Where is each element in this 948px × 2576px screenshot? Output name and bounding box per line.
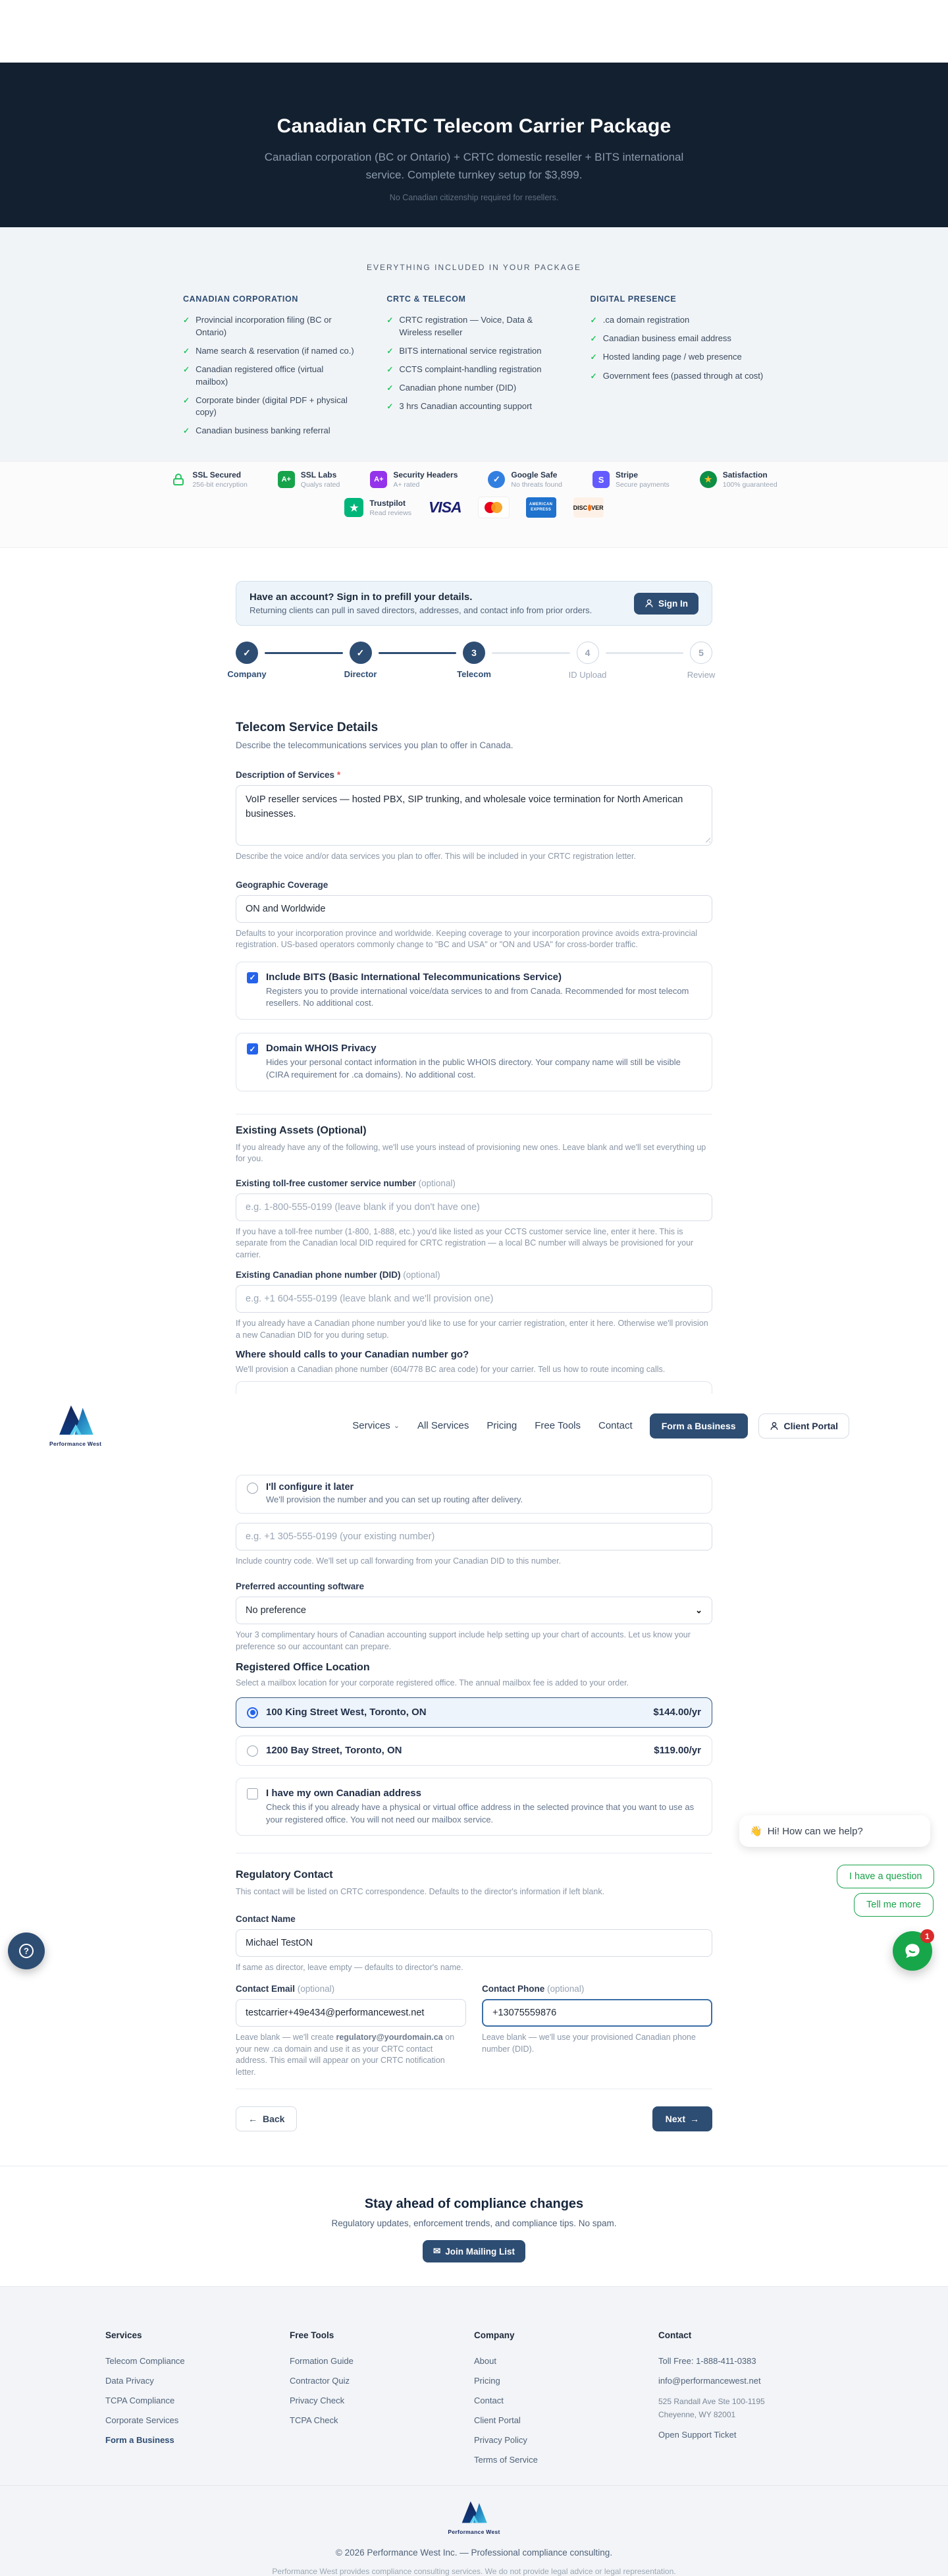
list-item: ✓ 3 hrs Canadian accounting support [386,400,561,413]
footer-link[interactable]: Terms of Service [474,2455,538,2465]
office-sub: Select a mailbox location for your corporate registered office. The annual mailbox fee is added to your order. [236,1678,629,1688]
list-item: ✓ Corporate binder (digital PDF + physical copy) [183,395,357,420]
top-spacer [0,0,948,63]
footer-col-company [474,2330,658,2475]
checkbox-unchecked-icon[interactable] [247,1788,258,1799]
main-navbar [0,1394,948,1458]
group-title: CANADIAN CORPORATION [183,294,298,304]
list-item: ✓ .ca domain registration [591,314,765,327]
client-portal-button[interactable]: Client Portal [758,1413,849,1439]
footer-link[interactable]: Contractor Quiz [290,2376,350,2386]
step-telecom[interactable]: 3 Telecom [463,642,485,664]
progress-stepper [227,642,716,684]
tollfree-input[interactable] [236,1193,712,1221]
list-item: ✓ Government fees (passed through at cost) [591,370,765,383]
footer-phone[interactable]: Toll Free: 1-888-411-0383 [658,2356,756,2367]
footer-link[interactable]: Privacy Check [290,2396,345,2406]
nav-contact[interactable]: Contact [598,1420,633,1431]
whois-option-card[interactable] [236,1033,712,1091]
included-heading: EVERYTHING INCLUDED IN YOUR PACKAGE [366,263,582,272]
page-title: Canadian CRTC Telecom Carrier Package [276,115,672,137]
amex-logo: AMERICAN EXPRESS [526,497,556,518]
group-title: DIGITAL PRESENCE [590,294,677,304]
step-company[interactable]: ✓ Company [236,642,258,664]
step-connector [606,652,684,654]
navbar-logo[interactable] [49,1404,101,1447]
accounting-hint: Your 3 complimentary hours of Canadian accounting support include help setting up your chart of accounts. Let us know your preference so our accountant can prepare. [236,1630,691,1651]
footer-link-form-a-business[interactable]: Form a Business [105,2435,174,2446]
footer-link[interactable]: Formation Guide [290,2356,354,2367]
check-icon: ✓ [183,315,190,325]
bits-option-card[interactable] [236,962,712,1020]
later-desc: We'll provision the number and you can set up routing after delivery. [266,1494,523,1504]
office-option-bay[interactable] [236,1736,712,1766]
assets-heading: Existing Assets (Optional) [236,1124,367,1136]
footer-col-services [105,2330,290,2475]
bits-label: Include BITS (Basic International Telecommunications Service) [266,971,562,983]
footer-link[interactable]: TCPA Compliance [105,2396,175,2406]
join-mailing-list-button[interactable]: ✉ Join Mailing List [423,2240,525,2262]
contact-phone-input[interactable] [482,1999,712,2027]
checkbox-checked-icon[interactable]: ✓ [247,1043,258,1055]
section-subtitle: Describe the telecommunications services you plan to offer in Canada. [236,740,514,750]
signin-title: Have an account? Sign in to prefill your details. [250,591,473,603]
office-option-price: $119.00/yr [654,1745,701,1757]
list-item: ✓ Canadian phone number (DID) [386,382,561,395]
signin-subtitle: Returning clients can pull in saved directors, addresses, and contact info from prior orders. [250,605,592,615]
included-group-corporation [183,294,357,443]
footer-link[interactable]: Pricing [474,2376,500,2386]
contact-name-label: Contact Name [236,1913,296,1924]
accounting-selected-value: No preference [246,1605,306,1616]
nav-free-tools[interactable]: Free Tools [535,1420,581,1431]
step-director[interactable]: ✓ Director [350,642,372,664]
own-address-desc: Check this if you already have a physical or virtual office address in the selected province that you want to use as your registered office. You will not need our mailbox service. [266,1801,695,1824]
footer-link[interactable]: Contact [474,2396,504,2406]
brand-logo-icon [460,2500,488,2524]
list-item: ✓ Canadian registered office (virtual mailbox) [183,364,357,389]
whois-desc: Hides your personal contact information in the public WHOIS directory. Your company name will still be visible (CIRA requirement for .ca domains). No additional cost. [266,1057,681,1080]
badge-trustpilot: ★ Trustpilot Read reviews [344,498,411,517]
footer-bottom [0,2485,948,2576]
office-heading: Registered Office Location [236,1662,370,1674]
check-icon: ✓ [386,383,394,393]
footer-link[interactable]: TCPA Check [290,2415,338,2426]
list-item: ✓ BITS international service registration [386,345,561,358]
later-label: I'll configure it later [266,1481,354,1493]
contact-phone-label: Contact Phone (optional) [482,1984,585,1994]
arrow-right-icon: → [690,2114,699,2125]
chevron-down-icon: ⌄ [393,1422,400,1430]
routing-option-later[interactable] [236,1475,712,1514]
badge-ssl-secured: SSL Secured 256-bit encryption [171,470,247,489]
routing-heading: Where should calls to your Canadian number go? [236,1349,469,1361]
chat-quick-question-button[interactable]: I have a question [837,1865,934,1888]
mailing-cta [0,2197,948,2262]
check-icon: ✓ [386,315,394,325]
footer-link[interactable]: Data Privacy [105,2376,154,2386]
nav-services[interactable]: Services ⌄ [352,1420,400,1431]
stripe-icon: S [592,471,610,488]
tollfree-label: Existing toll-free customer service number (optional) [236,1178,456,1188]
a-plus-icon: A+ [370,471,387,488]
contact-name-hint: If same as director, leave empty — defaults to director's name. [236,1962,463,1972]
trustpilot-star-icon: ★ [344,498,363,517]
check-icon: ✓ [590,315,597,325]
assets-intro: If you already have any of the following, we'll use yours instead of provisioning new ones. Leave blank and we'll set everything up for you. [236,1142,706,1164]
step-connector [265,652,343,654]
mastercard-logo [479,497,509,518]
check-icon: ✓ [590,371,597,381]
check-icon: ✓ [386,346,394,356]
contact-email-input[interactable] [236,1999,466,2027]
badge-google-safe: ✓ Google Safe No threats found [488,470,562,489]
office-option-label: 1200 Bay Street, Toronto, ON [266,1745,402,1757]
required-asterisk: * [336,770,341,780]
arrow-left-icon: ← [248,2114,257,2125]
footer-support-ticket-link[interactable]: Open Support Ticket [658,2429,737,2440]
contact-phone-field [482,1984,712,2078]
step-id-upload[interactable]: 4 ID Upload [577,642,599,664]
hero [0,63,948,227]
checkbox-checked-icon[interactable]: ✓ [247,972,258,983]
wave-emoji: 👋 [750,1826,762,1837]
mastercard-orange-circle [491,502,502,513]
list-item: ✓ Canadian business banking referral [183,425,357,437]
bits-desc: Registers you to provide international voice/data services to and from Canada. Recommended for most telecom resellers. No additional cost. [266,985,689,1008]
footer [0,2286,948,2576]
form-a-business-button[interactable]: Form a Business [650,1413,748,1439]
radio-unselected-icon[interactable] [247,1745,258,1757]
chevron-down-icon: ⌄ [695,1605,702,1616]
discover-logo: DISC VER [573,497,604,518]
footer-link[interactable]: About [474,2356,496,2367]
footer-address: 525 Randall Ave Ste 100-1195 Cheyenne, WY 82001 [658,2397,765,2419]
badge-stripe: S Stripe Secure payments [592,470,670,489]
contact-email-label: Contact Email (optional) [236,1984,335,1994]
footer-col-title: Services [105,2330,142,2341]
hero-subtitle: Canadian corporation (BC or Ontario) + CRTC domestic reseller + BITS international service. Complete turnkey setup for $3,899. [264,151,684,182]
footer-col-title: Free Tools [290,2330,334,2341]
list-item: ✓ Provincial incorporation filing (BC or Ontario) [183,314,357,339]
accounting-label: Preferred accounting software [236,1581,365,1592]
did-input[interactable] [236,1285,712,1313]
description-textarea[interactable] [236,785,712,846]
geo-hint: Defaults to your incorporation province and worldwide. Keeping coverage to your incorporation province avoids extra-provincial registration. US-based operators commonly change to "BC and USA" or "ON and USA" for cross-border traffic. [236,928,698,949]
badge-security-headers: A+ Security Headers A+ rated [370,470,458,489]
radio-selected-icon[interactable] [247,1707,258,1718]
footer-link[interactable]: Telecom Compliance [105,2356,185,2367]
own-address-card[interactable] [236,1778,712,1836]
accounting-select[interactable] [236,1597,712,1624]
contact-name-input[interactable] [236,1929,712,1957]
list-item: ✓ CCTS complaint-handling registration [386,364,561,376]
description-label: Description of Services * [236,770,341,780]
office-option-king[interactable] [236,1697,712,1728]
radio-unselected-icon[interactable] [247,1483,258,1494]
office-option-price: $144.00/yr [653,1707,701,1718]
step-connector [379,652,457,654]
discover-circle [588,505,591,511]
did-label: Existing Canadian phone number (DID) (optional) [236,1270,440,1280]
check-icon: ✓ [590,334,597,344]
did-hint: If you already have a Canadian phone number you'd like to use for your carrier registration, enter it here. Otherwise we'll provision a new Canadian DID for you during setup. [236,1319,708,1340]
back-button[interactable]: ← Back [236,2106,297,2131]
signin-banner [236,581,712,626]
brand-name: Performance West [49,1440,102,1447]
trust-strip [0,461,948,548]
contact-email-hint: Leave blank — we'll create regulatory@yourdomain.ca on your new .ca domain and use it as your CRTC contact address. This email will appear on your CRTC notification letter. [236,2033,455,2077]
check-icon: ✓ [183,364,190,374]
chat-unread-badge: 1 [920,1929,934,1943]
star-circle-icon: ★ [700,471,717,488]
regulatory-heading: Regulatory Contact [236,1869,333,1881]
check-icon: ✓ [183,426,190,436]
tollfree-hint: If you have a toll-free number (1-800, 1-888, etc.) you'd like listed as your CCTS customer service line, enter it here. This is separate from the Canadian local DID required for CRTC registration — a local BC number will always be provisioned for your carrier. [236,1226,694,1259]
list-item: ✓ Hosted landing page / web presence [591,351,765,364]
chat-launcher-button[interactable] [893,1931,932,1971]
footer-email[interactable]: info@performancewest.net [658,2376,761,2386]
office-option-label: 100 King Street West, Toronto, ON [266,1707,427,1718]
footer-link[interactable]: Corporate Services [105,2415,179,2426]
list-item: ✓ CRTC registration — Voice, Data & Wireless reseller [386,314,561,339]
footer-link[interactable]: Client Portal [474,2415,521,2426]
brand-logo-icon [57,1404,95,1436]
included-section [0,227,948,461]
contact-phone-hint: Leave blank — we'll use your provisioned Canadian phone number (DID). [482,2033,696,2054]
geo-input[interactable] [236,895,712,923]
section-title: Telecom Service Details [236,721,379,734]
cta-sub: Regulatory updates, enforcement trends, and compliance tips. No spam. [331,2218,617,2229]
check-icon: ✓ [183,395,190,405]
badge-ssl-labs: A+ SSL Labs Qualys rated [278,470,340,489]
regulatory-sub: This contact will be listed on CRTC correspondence. Defaults to the director's information if left blank. [236,1887,605,1897]
envelope-icon: ✉ [433,2246,441,2257]
routing-sub: We'll provision a Canadian phone number (604/778 BC area code) for your carrier. Tell us how to route incoming calls. [236,1365,666,1375]
visa-logo: VISA [428,499,461,516]
next-button[interactable]: Next → [652,2106,712,2131]
list-item: ✓ Canadian business email address [591,333,765,345]
check-icon: ✓ [386,364,394,374]
description-hint: Describe the voice and/or data services you plan to offer. This will be included in your CRTC registration letter. [236,852,636,861]
nav-pricing[interactable]: Pricing [487,1420,517,1431]
copyright: © 2026 Performance West Inc. — Professional compliance consulting. [335,2548,613,2558]
nav-all-services[interactable]: All Services [417,1420,469,1431]
order-form [227,581,716,2131]
included-group-digital [591,294,765,443]
chat-bubble-icon [901,1940,924,1962]
footer-link[interactable]: Privacy Policy [474,2435,527,2446]
step-review[interactable]: 5 Review [690,642,712,664]
geo-label: Geographic Coverage [236,879,329,890]
check-circle-icon: ✓ [488,471,505,488]
forward-hint: Include country code. We'll set up call forwarding from your Canadian DID to this number. [236,1556,562,1566]
person-icon [645,599,654,608]
own-address-label: I have my own Canadian address [266,1787,421,1799]
hero-note: No Canadian citizenship required for resellers. [389,193,559,203]
disclaimer: Performance West provides compliance consulting services. We do not provide legal advice or legal representation. [272,2567,676,2576]
check-icon: ✓ [590,352,597,362]
check-icon: ✓ [183,346,190,356]
a-plus-icon: A+ [278,471,295,488]
group-title: CRTC & TELECOM [386,294,466,304]
chat-greeting-bubble [739,1815,930,1847]
footer-col-free-tools [290,2330,474,2475]
lock-icon [171,472,186,487]
contact-email-field [236,1984,466,2078]
person-icon [770,1421,779,1431]
footer-col-title: Company [474,2330,515,2341]
badge-satisfaction: ★ Satisfaction 100% guaranteed [700,470,777,489]
footer-col-contact [658,2330,843,2475]
chat-tell-me-more-button[interactable]: Tell me more [854,1893,934,1917]
help-button[interactable] [8,1932,45,1969]
check-icon: ✓ [386,402,394,412]
whois-label: Domain WHOIS Privacy [266,1043,377,1055]
forward-number-input[interactable] [236,1523,712,1550]
brand-name: Performance West [448,2529,500,2536]
cta-title: Stay ahead of compliance changes [364,2197,584,2212]
footer-col-title: Contact [658,2330,692,2341]
list-item: ✓ Name search & reservation (if named co.) [183,345,357,358]
included-group-crtc [386,294,561,443]
svg-text:?: ? [24,1946,29,1956]
chat-greeting-text: Hi! How can we help? [767,1825,863,1837]
footer-logo [448,2500,500,2535]
question-mark-icon [17,1942,36,1960]
sign-in-button[interactable]: Sign In [634,593,698,615]
step-connector [492,652,570,654]
